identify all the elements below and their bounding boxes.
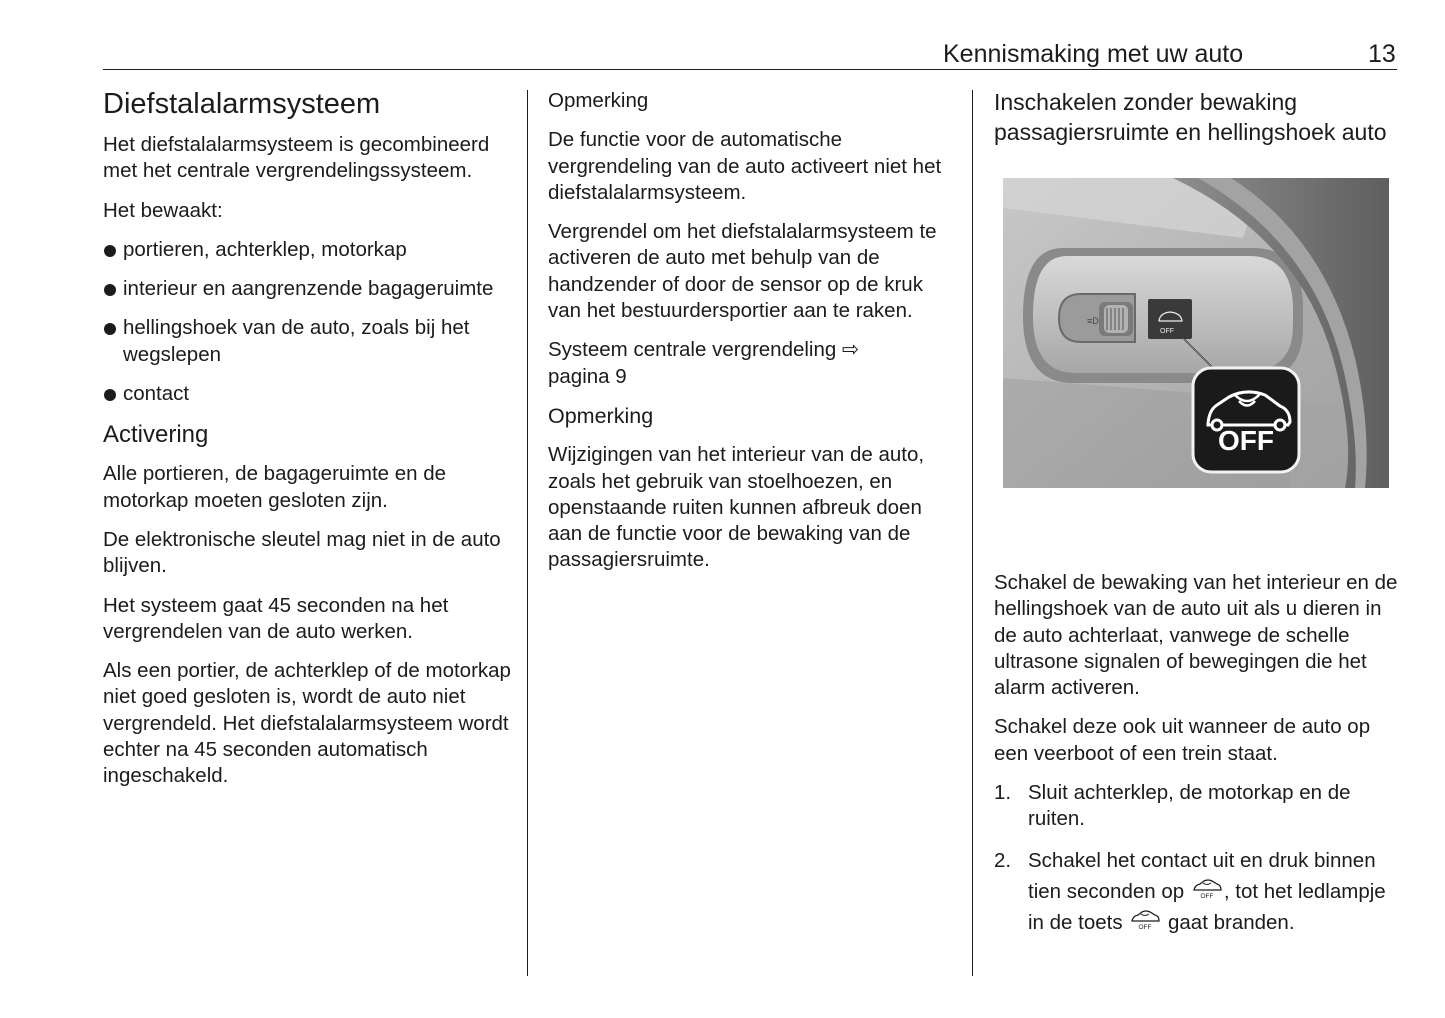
column-3-text	[994, 570, 1399, 950]
note-text: De functie voor de automatische vergrendeling van de auto activeert niet het diefstalalarmsysteem.	[548, 128, 942, 204]
list-item: hellingshoek van de auto, zoals bij het wegslepen	[103, 315, 513, 368]
section-heading: Diefstalalarmsysteem	[103, 88, 381, 120]
svg-text:OFF: OFF	[1200, 892, 1214, 900]
arrow-right-icon: ⇨	[842, 338, 860, 362]
monitored-list	[103, 237, 513, 407]
paragraph: Het systeem gaat 45 seconden na het vergrendelen van de auto werken.	[103, 593, 449, 643]
svg-text:≡D: ≡D	[1087, 316, 1099, 326]
section-heading: Inschakelen zonder bewaking passagiersruimte en hellingshoek auto	[994, 89, 1387, 145]
list-item: portieren, achterklep, motorkap	[103, 237, 513, 263]
column-1	[103, 86, 513, 803]
svg-text:OFF: OFF	[1138, 923, 1152, 931]
column-divider-2	[972, 90, 973, 976]
paragraph: Schakel de bewaking van het interieur en de hellingshoek van de auto uit als u dieren in de auto achterlaat, vanwege de schelle ultrasone signalen of bewegingen die het alarm activeren.	[994, 571, 1398, 700]
bullet-icon	[104, 323, 116, 335]
intro-paragraph: Het diefstalalarmsysteem is gecombineerd met het centrale vergrendelingssysteem.	[103, 133, 490, 183]
running-header-title: Kennismaking met uw auto	[943, 40, 1244, 68]
cross-reference[interactable]: Systeem centrale vergrendeling ⇨ pagina 9	[548, 338, 860, 388]
header-rule	[103, 69, 1397, 70]
xref-page: pagina 9	[548, 364, 627, 388]
paragraph: Schakel deze ook uit wanneer de auto op een veerboot of een trein staat.	[994, 715, 1371, 765]
paragraph: Vergrendel om het diefstalalarmsysteem te activeren de auto met behulp van de handzender of door de sensor op de kruk van het bestuurdersportier aan te raken.	[548, 220, 937, 323]
bullet-icon	[104, 284, 116, 296]
column-divider-1	[527, 90, 528, 976]
paragraph: Als een portier, de achterklep of de motorkap niet goed gesloten is, wordt de auto niet vergrendeld. Het diefstalalarmsysteem wordt echter na 45 seconden automatisch ingeschakeld.	[103, 659, 511, 788]
list-item: 1. Sluit achterklep, de motorkap en de ruiten.	[994, 781, 1351, 831]
car-ultrasonic-off-icon	[1190, 878, 1224, 900]
list-item: contact	[103, 381, 513, 407]
bullet-icon	[104, 245, 116, 257]
note-label: Opmerking	[548, 89, 649, 112]
note-text: Wijzigingen van het interieur van de auto, zoals het gebruik van stoelhoezen, en openstaande ruiten kunnen afbreuk doen aan de functie voor de bewaking van de passagiersruimte.	[548, 443, 925, 572]
monitors-label: Het bewaakt:	[103, 198, 223, 222]
car-ultrasonic-off-icon	[1128, 909, 1162, 931]
dashboard-switch-figure	[1003, 178, 1389, 488]
bullet-icon	[104, 389, 116, 401]
off-button-label: OFF	[1218, 425, 1274, 456]
column-3	[994, 88, 1399, 153]
list-item: 2. Schakel het contact uit en druk binnen tien seconden op OFF , tot het ledlampje in de toets OFF gaat branden.	[994, 848, 1386, 934]
subheading-activering: Activering	[103, 421, 209, 449]
column-2	[548, 88, 953, 587]
note-label: Opmerking	[548, 403, 654, 428]
list-item: interieur en aangrenzende bagageruimte	[103, 276, 513, 302]
svg-text:OFF: OFF	[1160, 328, 1174, 335]
paragraph: De elektronische sleutel mag niet in de auto blijven.	[103, 527, 501, 578]
steps-list	[994, 780, 1399, 938]
page-number: 13	[1368, 40, 1396, 68]
paragraph: Alle portieren, de bagageruimte en de motorkap moeten gesloten zijn.	[103, 462, 447, 512]
